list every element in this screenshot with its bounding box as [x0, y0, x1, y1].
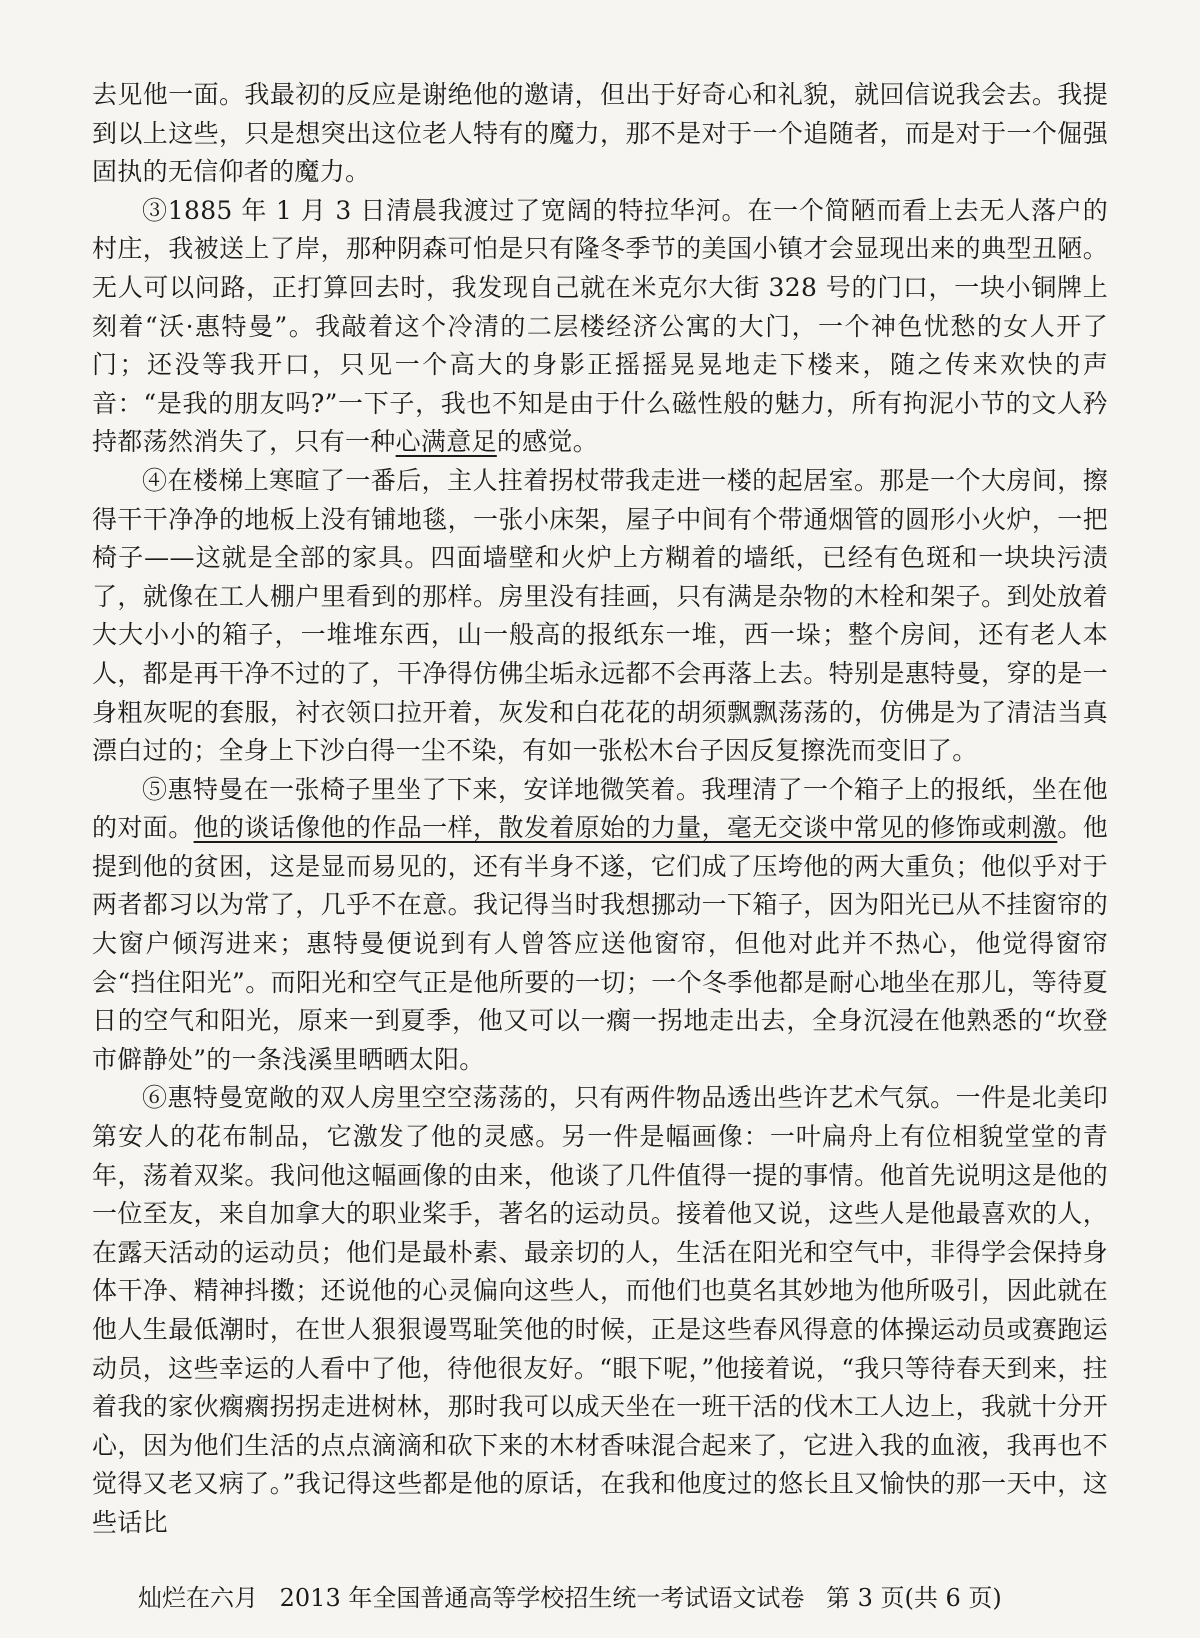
paragraph-text: ⑥惠特曼宽敞的双人房里空空荡荡的，只有两件物品透出些许艺术气氛。一件是北美印第安人的花布制品，它激发了他的灵感。另一件是幅画像：一叶扁舟上有位相貌堂堂的青年，荡着双桨。我问他这幅画像的由来，他谈了几件值得一提的事情。他首先说明这是他的一位至友，来自加拿大的职业桨手，著名的运动员。接着他又说，这些人是他最喜欢的人，在露天活动的运动员；他们是最朴素、最亲切的人，生活在阳光和空气中，非得学会保持身体干净、精神抖擞；还说他的心灵偏向这些人，而他们也莫名其妙地为他所吸引，因此就在他人生最低潮时，在世人狠狠谩骂耻笑他的时候，正是这些春风得意的体操运动员或赛跑运动员，这些幸运的人看中了他，待他很友好。“眼下呢，”他接着说，“我只等待春天到来，拄着我的家伙瘸瘸拐拐走进树林，那时我可以成天坐在一班干活的伐木工人边上，我就十分开心，因为他们生活的点点滴滴和砍下来的木材香味混合起来了，它进入我的血液，我再也不觉得又老又病了。”我记得这些都是他的原话，在我和他度过的悠长且又愉快的那一天中，这些话比	[92, 1083, 1108, 1537]
paragraph	[92, 192, 1108, 462]
paragraph-text: ⑤惠特曼在一张椅子里坐了下来，安详地微笑着。我理清了一个箱子上的报纸，坐在他的对面。	[92, 774, 1108, 843]
paragraph	[92, 771, 1108, 1080]
paragraph-text: ④在楼梯上寒暄了一番后，主人拄着拐杖带我走进一楼的起居室。那是一个大房间，擦得干干净净的地板上没有铺地毯，一张小床架，屋子中间有个带通烟管的圆形小火炉，一把椅子——这就是全部的家具。四面墙壁和火炉上方糊着的墙纸，已经有色斑和一块块污渍了，就像在工人棚户里看到的那样。房里没有挂画，只有满是杂物的木栓和架子。到处放着大大小小的箱子，一堆堆东西，山一般高的报纸东一堆，西一垛；整个房间，还有老人本人，都是再干净不过的了，干净得仿佛尘垢永远都不会再落上去。特别是惠特曼，穿的是一身粗灰呢的套服，衬衣领口拉开着，灰发和白花花的胡须飘飘荡荡的，仿佛是为了清洁当真漂白过的；全身上下沙白得一尘不染，有如一张松木台子因反复擦洗而变旧了。	[92, 465, 1108, 766]
article-body	[92, 76, 1108, 1543]
footer-slogan: 灿烂在六月	[138, 1584, 258, 1612]
page-footer	[138, 1578, 1038, 1613]
paragraph	[92, 1079, 1108, 1542]
paragraph-text: 去见他一面。我最初的反应是谢绝他的邀请，但出于好奇心和礼貌，就回信说我会去。我提到以上这些，只是想突出这位老人特有的魔力，那不是对于一个追随者，而是对于一个倔强固执的无信仰者的魔力。	[92, 80, 1108, 187]
paragraph	[92, 462, 1108, 771]
footer-exam-title: 2013 年全国普通高等学校招生统一考试语文试卷	[279, 1584, 805, 1612]
paragraph	[92, 76, 1108, 192]
paragraph-text: 。他提到他的贫困，这是显而易见的，还有半身不遂，它们成了压垮他的两大重负；他似乎对于两者都习以为常了，几乎不在意。我记得当时我想挪动一下箱子，因为阳光已从不挂窗帘的大窗户倾泻进来；惠特曼便说到有人曾答应送他窗帘，但他对此并不热心，他觉得窗帘会“挡住阳光”。而阳光和空气正是他所要的一切；一个冬季他都是耐心地坐在那儿，等待夏日的空气和阳光，原来一到夏季，他又可以一瘸一拐地走出去，全身沉浸在他熟悉的“坎登市僻静处”的一条浅溪里晒晒太阳。	[92, 813, 1108, 1074]
footer-page-info: 第 3 页(共 6 页)	[826, 1584, 1002, 1612]
underlined-phrase: 他的谈话像他的作品一样，散发着原始的力量，毫无交谈中常见的修饰或刺激	[193, 813, 1058, 843]
paragraph-text: 的感觉。	[496, 427, 599, 457]
paragraph-text: ③1885 年 1 月 3 日清晨我渡过了宽阔的特拉华河。在一个简陋而看上去无人落户的村庄，我被送上了岸，那种阴森可怕是只有隆冬季节的美国小镇才会显现出来的典型丑陋。无人可以问路，正打算回去时，我发现自己就在米克尔大街 328 号的门口，一块小铜牌上刻着“沃·惠特曼”。我敲着这个冷清的二层楼经济公寓的大门，一个神色忧愁的女人开了门；还没等我开口，只见一个高大的身影正摇摇晃晃地走下楼来，随之传来欢快的声音：“是我的朋友吗?”一下子，我也不知是由于什么磁性般的魅力，所有拘泥小节的文人矜持都荡然消失了，只有一种	[92, 195, 1108, 457]
underlined-phrase: 心满意足	[395, 427, 497, 457]
